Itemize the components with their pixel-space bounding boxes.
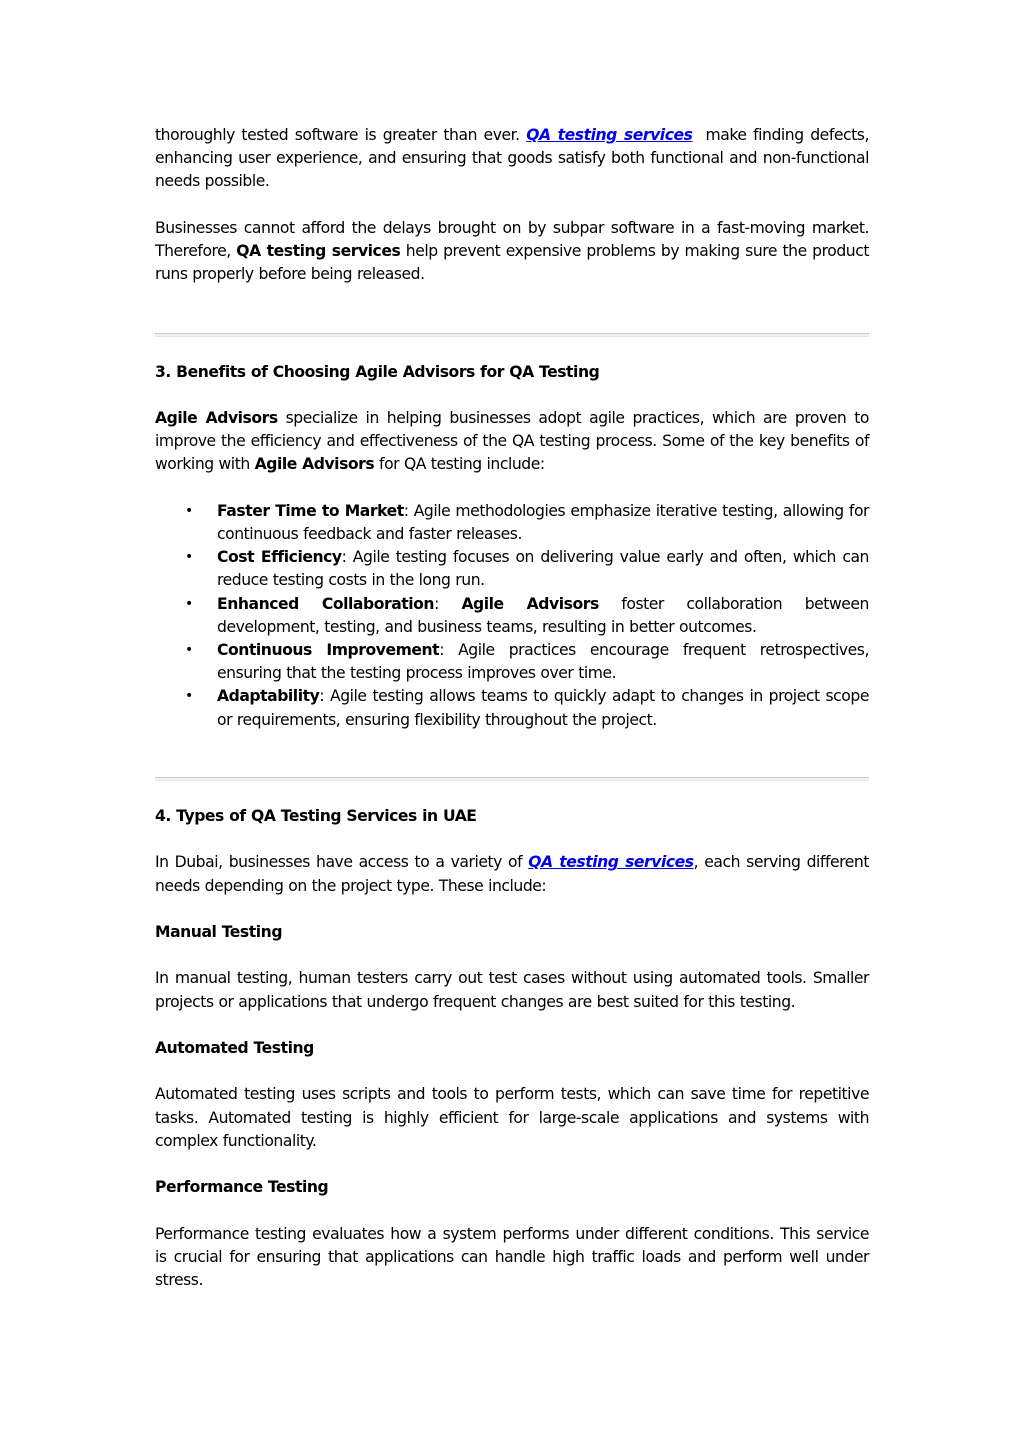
qa-testing-services-link[interactable]: QA testing services (526, 126, 693, 144)
automated-testing-text: Automated testing uses scripts and tools to perform tests, which can save time for repetitive tasks. Automated testing is highly efficient for large-scale applications and systems with complex functionality. (155, 1085, 869, 1150)
benefit-text: Agile practices encourage frequent retrospectives, ensuring that the testing process improves over time. (217, 641, 869, 683)
intro-p2-bold: QA testing services (236, 242, 401, 260)
section-4-heading: 4. Types of QA Testing Services in UAE (155, 807, 477, 825)
benefit-separator: : (319, 687, 330, 706)
benefit-separator: : (341, 548, 353, 567)
section-3-heading: 3. Benefits of Choosing Agile Advisors for QA Testing (155, 362, 600, 381)
section-4-intro-text-start: In Dubai, businesses have access to a variety of (155, 853, 529, 872)
benefit-term: Adaptability (217, 687, 320, 706)
section-3-intro-text-2: for QA testing include: (374, 455, 545, 474)
performance-testing-heading: Performance Testing (155, 1178, 329, 1197)
bullet-icon: • (185, 549, 193, 566)
intro-paragraph-2 (155, 217, 869, 287)
intro-paragraph-1 (155, 124, 874, 194)
list-item (155, 593, 869, 639)
section-3-intro (155, 407, 869, 477)
bullet-icon: • (185, 688, 193, 705)
performance-testing-text: Performance testing evaluates how a system performs under different conditions. This service is crucial for ensuring that applications can handle high traffic loads and perform well under stress. (155, 1224, 869, 1289)
benefit-term: Enhanced Collaboration (217, 594, 435, 613)
benefit-term-2: Agile Advisors (461, 594, 599, 613)
benefit-separator: : (403, 501, 414, 520)
bullet-icon: • (185, 502, 193, 519)
benefit-term: Faster Time to Market (217, 501, 404, 520)
benefit-text: Agile testing allows teams to quickly adapt to changes in project scope or requirements, ensuring flexibility throughout the project. (217, 687, 869, 729)
benefit-term: Continuous Improvement (217, 641, 440, 659)
intro-p2-text-b: help prevent expensive problems by making sure the product runs properly before being released. (155, 242, 869, 284)
intro-text-start: thoroughly tested software is greater than ever. (155, 126, 527, 144)
benefit-separator: : (439, 641, 459, 659)
benefits-list (155, 500, 869, 732)
section-4-intro-text-end: , each serving different needs depending on the project type. These include: (155, 853, 870, 895)
qa-testing-services-link[interactable]: QA testing services (528, 853, 694, 872)
list-item (155, 546, 869, 592)
list-item (155, 639, 869, 685)
agile-advisors-bold-2: Agile Advisors (254, 455, 375, 474)
bullet-icon: • (185, 642, 193, 658)
bullet-icon: • (185, 595, 193, 612)
intro-p2-text-a: Businesses cannot afford the delays brought on by subpar software in a fast-moving market. Therefore, (155, 218, 869, 260)
list-item (155, 500, 869, 546)
benefit-text: Agile testing focuses on delivering value early and often, which can reduce testing costs in the long run. (217, 548, 869, 590)
manual-testing-text: In manual testing, human testers carry out test cases without using automated tools. Smaller projects or applications that undergo frequent changes are best suited for this testing. (155, 969, 869, 1011)
manual-testing-heading: Manual Testing (155, 922, 283, 941)
list-item (155, 685, 869, 731)
benefit-text: foster collaboration between development, testing, and business teams, resulting in better outcomes. (217, 594, 869, 636)
section-4-intro (155, 851, 869, 897)
agile-advisors-bold-1: Agile Advisors (155, 408, 278, 427)
automated-testing-heading: Automated Testing (155, 1038, 314, 1057)
section-3-intro-text-1: specialize in helping businesses adopt agile practices, which are proven to improve the efficiency and effectiveness of the QA testing process. Some of the key benefits of working with (155, 408, 869, 474)
benefit-separator: : (434, 594, 462, 613)
benefit-text: Agile methodologies emphasize iterative testing, allowing for continuous feedback and faster releases. (217, 501, 870, 543)
intro-text-end: make finding defects, enhancing user experience, and ensuring that goods satisfy both functional and non-functional needs possible. (155, 126, 874, 191)
benefit-term: Cost Efficiency (217, 548, 342, 567)
document-page (155, 124, 874, 1315)
